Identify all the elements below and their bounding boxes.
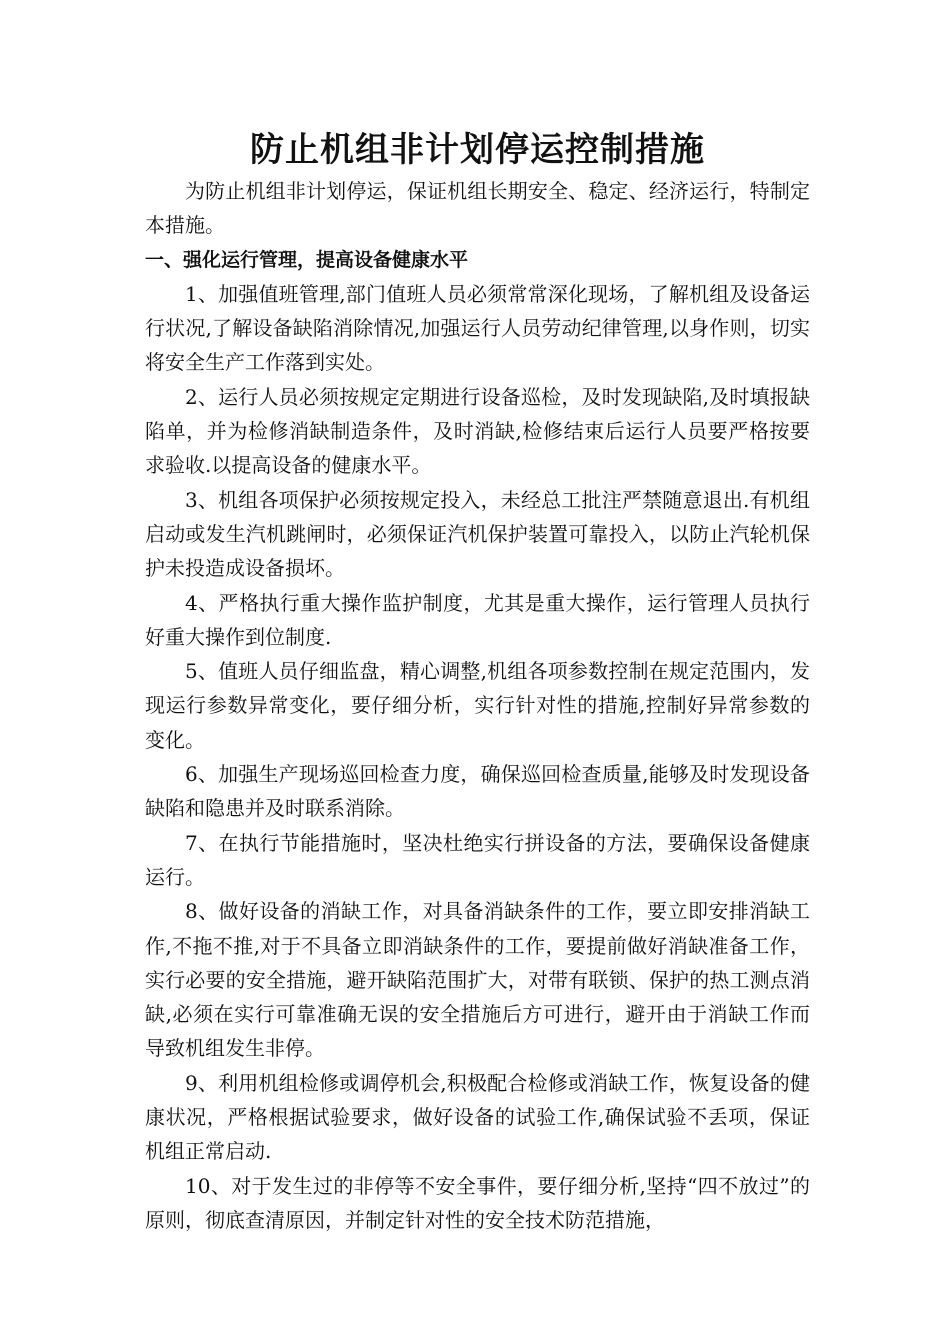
measure-item-6: 6、加强生产现场巡回检查力度，确保巡回检查质量,能够及时发现设备缺陷和隐患并及时联系消除。 — [145, 762, 810, 821]
measure-item-1: 1、加强值班管理,部门值班人员必须常常深化现场，了解机组及设备运行状况,了解设备缺陷消除情况,加强运行人员劳动纪律管理,以身作则，切实将安全生产工作落到实处。 — [145, 281, 810, 375]
section-heading: 一、强化运行管理，提高设备健康水平 — [145, 248, 469, 271]
document-title: 防止机组非计划停运控制措施 — [250, 130, 705, 170]
measure-item-9: 9、利用机组检修或调停机会,积极配合检修或消缺工作，恢复设备的健康状况，严格根据试验要求，做好设备的试验工作,确保试验不丢项，保证机组正常启动. — [145, 1070, 810, 1164]
measure-item-4: 4、严格执行重大操作监护制度，尤其是重大操作，运行管理人员执行好重大操作到位制度. — [145, 590, 810, 649]
measure-item-2: 2、运行人员必须按规定定期进行设备巡检，及时发现缺陷,及时填报缺陷单，并为检修消缺制造条件，及时消缺,检修结束后运行人员要严格按要求验收.以提高设备的健康水平。 — [145, 384, 810, 478]
measure-item-7: 7、在执行节能措施时，坚决杜绝实行拼设备的方法，要确保设备健康运行。 — [145, 830, 810, 889]
measure-item-10: 10、对于发生过的非停等不安全事件，要仔细分析,坚持“四不放过”的原则，彻底查清原因，并制定针对性的安全技术防范措施， — [145, 1173, 810, 1232]
document-page — [145, 128, 810, 1237]
measure-item-5: 5、值班人员仔细监盘，精心调整,机组各项参数控制在规定范围内，发现运行参数异常变化，要仔细分析，实行针对性的措施,控制好异常参数的变化。 — [145, 659, 810, 752]
measure-item-8: 8、做好设备的消缺工作，对具备消缺条件的工作，要立即安排消缺工作,不拖不推,对于不具备立即消缺条件的工作，要提前做好消缺准备工作，实行必要的安全措施，避开缺陷范围扩大，对带有联锁、保护的热工测点消缺,必须在实行可靠准确无误的安全措施后方可进行，避开由于消缺工作而导致机组发生非停。 — [145, 899, 810, 1061]
measure-item-3: 3、机组各项保护必须按规定投入，未经总工批注严禁随意退出.有机组启动或发生汽机跳闸时，必须保证汽机保护装置可靠投入，以防止汽轮机保护未投造成设备损坏。 — [145, 487, 810, 581]
intro-paragraph: 为防止机组非计划停运，保证机组长期安全、稳定、经济运行，特制定本措施。 — [145, 179, 810, 238]
